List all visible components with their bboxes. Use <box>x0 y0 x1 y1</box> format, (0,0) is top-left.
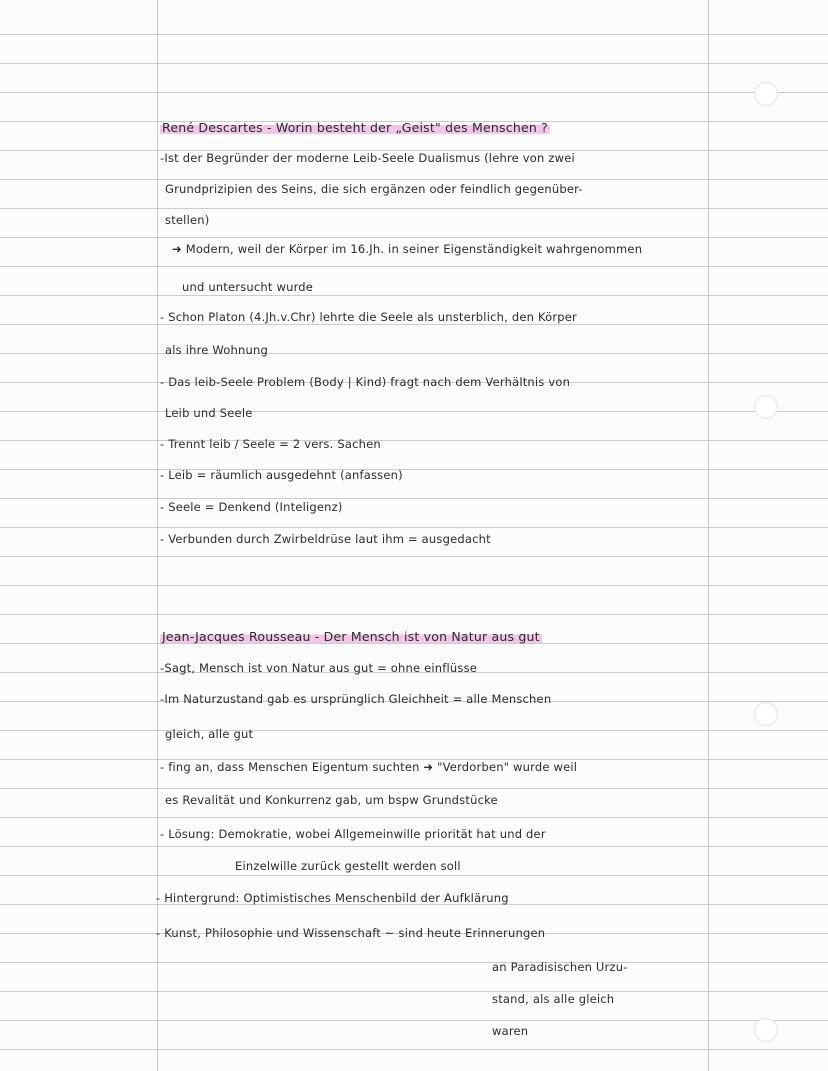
note-line: es Revalität und Konkurrenz gab, um bspw Grundstücke <box>165 793 498 807</box>
note-line: Grundprizipien des Seins, die sich ergänzen oder feindlich gegenüber- <box>165 182 583 196</box>
descartes-heading <box>160 120 550 135</box>
note-line: waren <box>492 1024 529 1038</box>
note-line: Einzelwille zurück gestellt werden soll <box>235 859 461 873</box>
rousseau-heading-text: Jean-Jacques Rousseau - Der Mensch ist von Natur aus gut <box>162 629 540 644</box>
note-line: - Schon Platon (4.Jh.v.Chr) lehrte die Seele als unsterblich, den Körper <box>160 310 577 324</box>
note-line: -Im Naturzustand gab es ursprünglich Gleichheit = alle Menschen <box>160 692 552 706</box>
note-line: stellen) <box>165 213 210 227</box>
punch-hole-middle <box>754 395 778 419</box>
punch-hole-lower <box>754 702 778 726</box>
note-line: - Trennt leib / Seele = 2 vers. Sachen <box>160 437 381 451</box>
note-line: - Seele = Denkend (Inteligenz) <box>160 500 343 514</box>
note-line: stand, als alle gleich <box>492 992 615 1006</box>
note-line: - Verbunden durch Zwirbeldrüse laut ihm = ausgedacht <box>160 532 491 546</box>
note-line: an Paradisischen Urzu- <box>492 960 628 974</box>
note-line: - Leib = räumlich ausgedehnt (anfassen) <box>160 468 403 482</box>
punch-hole-bottom <box>754 1018 778 1042</box>
note-line: -Ist der Begründer der moderne Leib-Seele Dualismus (lehre von zwei <box>160 151 575 165</box>
rousseau-heading <box>160 629 542 644</box>
note-line: - Hintergrund: Optimistisches Menschenbild der Aufklärung <box>156 891 509 905</box>
note-line: Leib und Seele <box>165 406 253 420</box>
note-line: - Lösung: Demokratie, wobei Allgemeinwille priorität hat und der <box>160 827 546 841</box>
note-line: - Das leib-Seele Problem (Body | Kind) fragt nach dem Verhältnis von <box>160 375 571 389</box>
note-line: -Sagt, Mensch ist von Natur aus gut = ohne einflüsse <box>160 661 478 675</box>
right-margin-line <box>708 0 709 1071</box>
descartes-heading-text: René Descartes - Worin besteht der „Geist" des Menschen ? <box>162 120 548 135</box>
punch-hole-top <box>754 82 778 106</box>
note-line: - fing an, dass Menschen Eigentum suchten ➜ "Verdorben" wurde weil <box>160 760 578 774</box>
note-line: - Kunst, Philosophie und Wissenschaft ~ sind heute Erinnerungen <box>156 926 546 940</box>
note-line: und untersucht wurde <box>182 280 314 294</box>
note-line: ➜ Modern, weil der Körper im 16.Jh. in seiner Eigenständigkeit wahrgenommen <box>172 242 643 256</box>
note-line: als ihre Wohnung <box>165 343 268 357</box>
left-margin-line <box>157 0 158 1071</box>
note-line: gleich, alle gut <box>165 727 254 741</box>
